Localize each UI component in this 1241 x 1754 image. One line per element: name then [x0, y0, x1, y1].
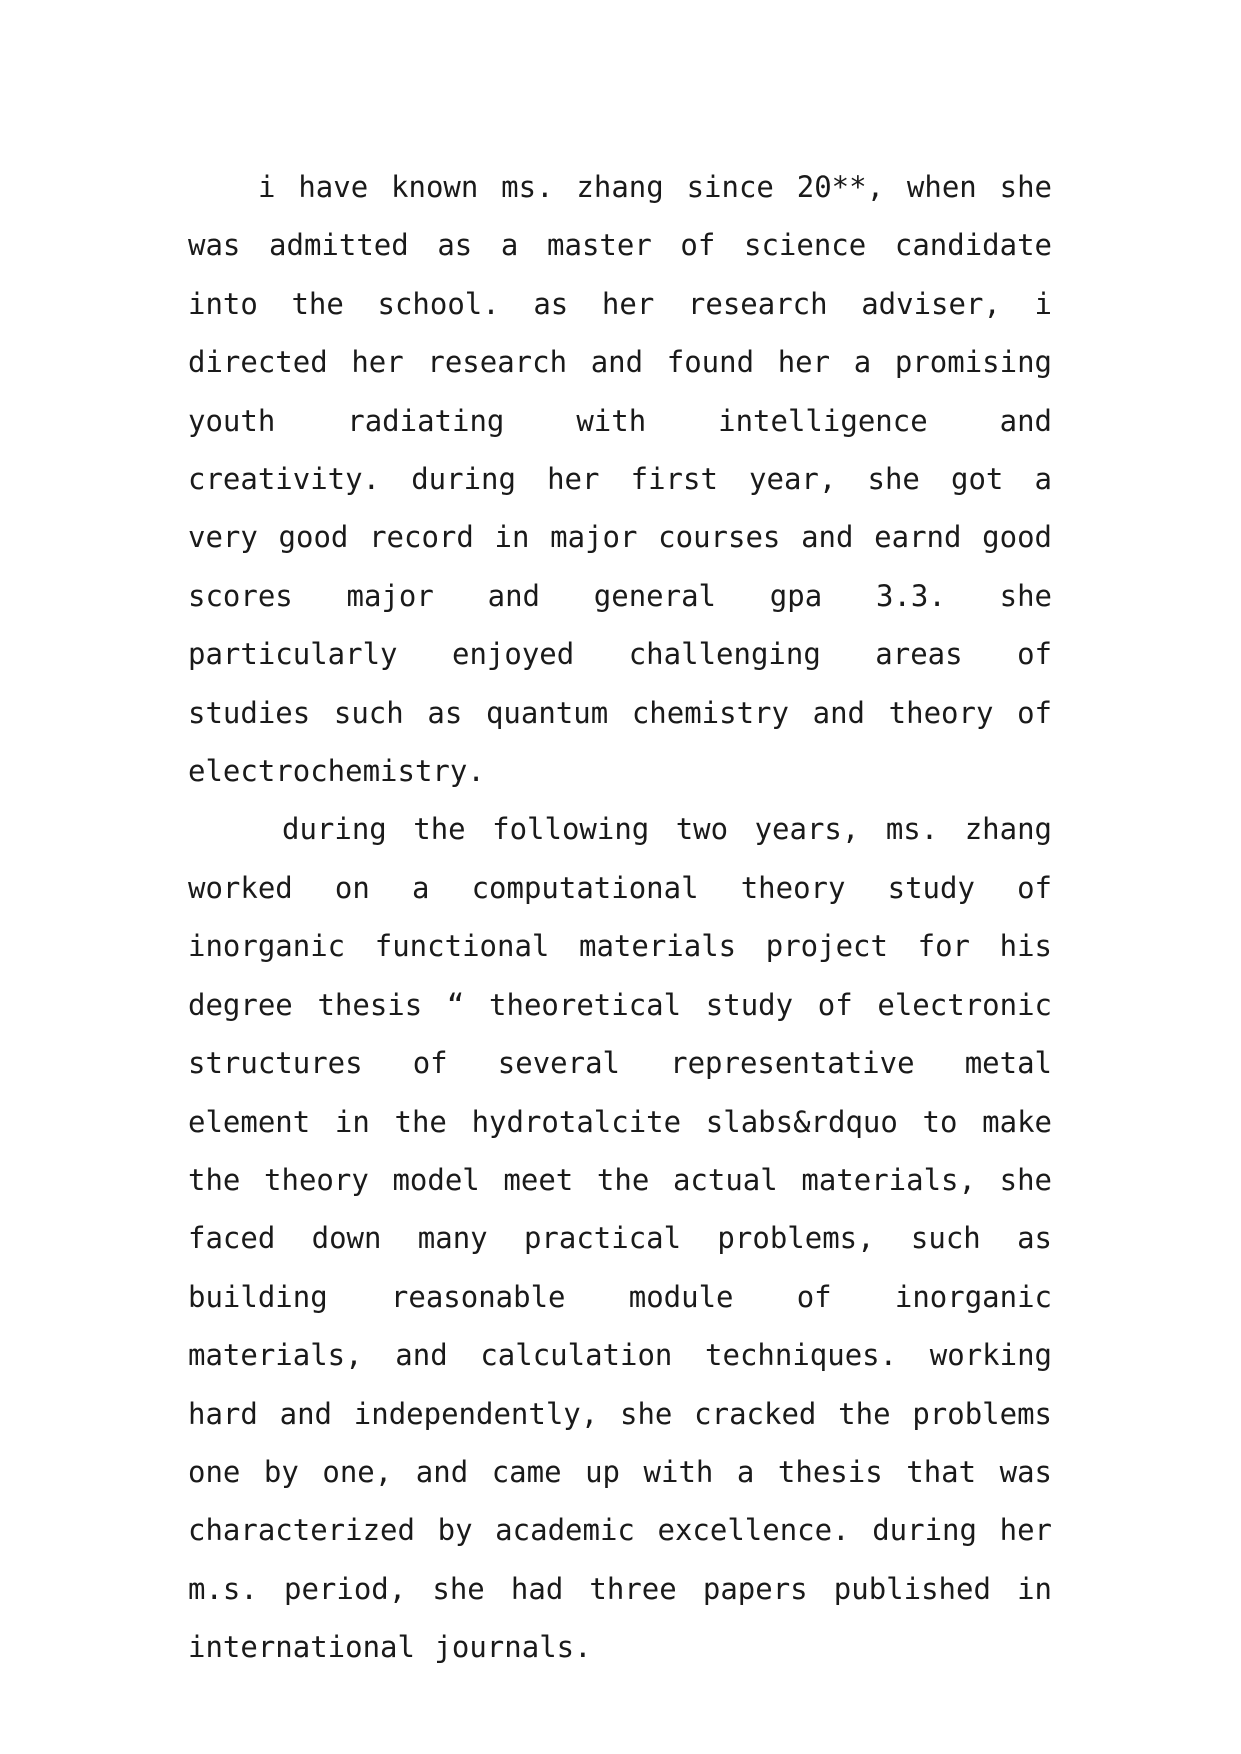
letter-body — [188, 158, 1052, 1677]
paragraph-research-work: during the following two years, ms. zhang worked on a computational theory study of inorganic functional materials project for his degree thesis “ theoretical study of electronic structures of several representative metal element in the hydrotalcite slabs&rdquo to make the theory model meet the actual materials, she faced down many practical problems, such as building reasonable module of inorganic materials, and calculation techniques. working hard and independently, she cracked the problems one by one, and came up with a thesis that was characterized by academic excellence. during her m.s. period, she had three papers published in international journals. — [188, 812, 1052, 1665]
paragraph-introduction: i have known ms. zhang since 20**, when she was admitted as a master of science candidate into the school. as her research adviser, i directed her research and found her a promising youth radiating with intelligence and creativity. during her first year, she got a very good record in major courses and earnd good scores major and general gpa 3.3. she particularly enjoyed challenging areas of studies such as quantum chemistry and theory of electrochemistry. — [188, 170, 1052, 789]
